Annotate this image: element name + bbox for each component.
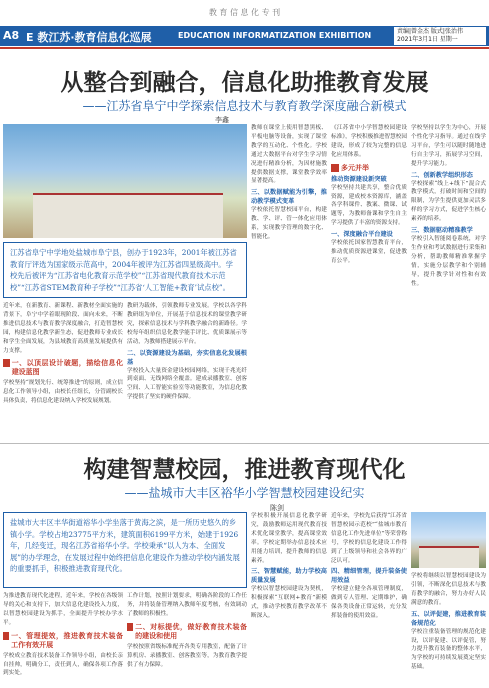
article1-photo (3, 124, 247, 238)
body-text: 学校以智慧校园建设为契机，积极探索“互联网+教育”新模式，推动学校教育教学改革不断深入。 (251, 586, 327, 620)
body-text: 学校引入智能阅卷系统，对学生作业和考试数据进行采集和分析，帮助教师精准掌握学情，实施分层教学和个别辅导，提升教学针对性和有效性。 (411, 236, 486, 287)
body-text: 学校成立教育技术装备工作领导小组，由校长亲自挂帅，明确分工，责任到人，确保各项工作落到实处。 (3, 652, 123, 677)
section-english: EDUCATION INFORMATIZATION EXHIBITION (178, 31, 372, 40)
section-heading: 二、以资源建设为基础，夯实信息化发展根基 (127, 349, 247, 366)
article-divider (0, 443, 489, 444)
article1-author: 李鑫 (215, 116, 229, 124)
section-heading: 一、以顶层设计破题，描绘信息化建设蓝图 (11, 358, 123, 377)
heading-marker (3, 359, 10, 367)
editor-info: 责编|曾金杰 版式|张治伟 (397, 28, 463, 35)
issue-info (394, 27, 486, 45)
body-text: 学校探索“线上+线下”混合式教学模式，打破时间和空间的限制，为学生提供更加灵活多样的学习方式，促进学生核心素养的培养。 (411, 180, 486, 223)
section-heading: 推动资源建设新突破 (331, 175, 387, 183)
heading-marker (127, 623, 133, 631)
school-building-shape (419, 546, 479, 568)
article1-col2 (127, 302, 247, 438)
article2-subtitle: ——盐城市大丰区裕华小学智慧校园建设纪实 (124, 486, 365, 500)
issue-date: 2021年3月1日 星期一 (397, 36, 458, 43)
body-text: 学校坚持“规划先行、统筹推进”的原则，成立信息化工作领导小组，由校长任组长，分管副校长具体负责，将信息化建设纳入学校发展规划。 (3, 380, 123, 405)
section-heading: 二、对标提优，做好教育技术装备的建设和使用 (135, 621, 247, 640)
body-text: 《江苏省中小学智慧校园建设标准》，学校积极推进智慧校园建设，形成了较为完整的信息化应用体系。 (331, 125, 407, 158)
body-text: 为推进教育现代化进程，近年来，学校在各级领导的关心和支持下，加大信息化建设投入力度，以智慧校园建设为抓手，全面提升学校办学水平。 (3, 593, 123, 626)
article2-col5 (411, 572, 486, 685)
body-text: 学校依托国家智慧教育平台，推动优质资源进课堂，促进教育公平。 (331, 240, 407, 264)
article1-subtitle: ——江苏省阜宁中学探索信息技术与教育教学深度融合新模式 (82, 99, 407, 113)
body-text: 学校积极开展信息化教学研究，鼓励教师运用现代教育技术优化课堂教学，提高课堂效率。学校定期举办信息技术应用能力培训，提升教师的信息素养。 (251, 513, 327, 564)
section-heading: 一、深度融合平台建设 (331, 231, 393, 239)
page-number: A8 (3, 29, 20, 42)
school-building-shape (33, 193, 223, 238)
body-text: 学校注重装备管理的规范化建设，以评促建、以评促管，努力提升教育装备的整体水平，为学校的可持续发展奠定坚实基础。 (411, 628, 486, 671)
article1-col4 (331, 124, 407, 438)
article2-col1 (3, 592, 123, 685)
masthead (0, 0, 489, 24)
article2-col2 (127, 592, 247, 685)
section-heading: 三、智慧赋能，助力学校高质量发展 (251, 568, 327, 585)
article1-title: 从整合到融合，信息化助推教育发展 (60, 70, 429, 96)
header-rule (0, 47, 489, 49)
article2-author: 陈剑 (270, 504, 284, 512)
section-heading: 三、以数据赋能为引擎，推动教学模式变革 (251, 189, 327, 206)
section-heading: 五、以评促建，推进教育装备规范化 (411, 610, 486, 627)
body-text: 学校建立健全各项管理制度，做到专人管理、定期维护，确保各类设备正常运转，充分发挥装备的使用效益。 (331, 586, 407, 620)
article2-col4 (331, 512, 407, 685)
section-title: E 教江苏·教育信息化巡展 (26, 31, 152, 44)
section-heading: 多元并举 (341, 162, 369, 172)
article2-col3 (251, 512, 327, 685)
section-heading: 三、数据驱动精准教学 (411, 227, 473, 235)
body-text: 教研为载体，引领教师专业发展。学校以各学科教研组为单位，开展基于信息技术的课堂教学研究，探索信息技术与学科教学融合的新路径。学校每年组织信息化教学能手评比、优质课展示等活动，为教师搭建展示平台。 (127, 303, 247, 345)
body-text: 学校坚持以学生为中心，开展个性化学习指导。通过在线学习平台，学生可以随时随地进行自主学习，拓展学习空间，提升学习能力。 (411, 125, 486, 167)
section-heading: 二、创新教学组织形态 (411, 171, 473, 179)
body-text: 学校按照省级标准配齐各类专用教室，配备了计算机房、录播教室、创客教室等，为教育教学提供了有力保障。 (127, 643, 247, 668)
body-text: 学校坚持共建共享，整合优质资源，建成校本资源库，涵盖各学科课件、教案、微课、试题等，为教师备课和学生自主学习提供了丰富的资源支持。 (331, 184, 407, 227)
section-heading: 四、精细管理，提升装备使用效益 (331, 568, 407, 585)
heading-marker (3, 632, 9, 640)
article1-col3 (251, 124, 327, 438)
article1-col1 (3, 302, 123, 438)
body-text: 教师在课堂上使用智慧黑板、平板电脑等设备，实现了课堂教学的互动化、个性化。学校通过大数据平台对学生学习情况进行精准分析，为因材施教提供数据支撑，课堂教学效率显著提高。 (251, 125, 327, 185)
body-text: 近年来，在新教育、新课程、新教材全面实施的背景下，阜宁中学着眼现阶段、面向未来，不断推进信息技术与教育教学深度融合，打造智慧校园，构建信息化教学新生态，促进教师专业成长和学生全面发展，为县域教育高质量发展提供有力支撑。 (3, 303, 123, 354)
article2-photo (411, 512, 486, 568)
body-text: 近年来，学校先后获得“江苏省智慧校园示范校”“盐城市教育信息化工作先进单位”等荣誉称号，学校的信息化建设工作得到了上级领导和社会各界的广泛认可。 (331, 513, 407, 564)
body-text: 学校投入大量资金建设校园网络，实现千兆光纤到桌面、无线网络全覆盖。建成录播教室、创客空间、人工智能实验室等功能教室，为信息化教学提供了坚实的硬件保障。 (127, 367, 247, 401)
masthead-text: 教 育 信 息 化 专 刊 (208, 7, 281, 17)
article1-lead: 江苏省阜宁中学地处盐城市阜宁县，创办于1923年，2001年被江苏省教育厅评选为国家级示范高中，2004年被评为江苏省四星级高中。学校先后被评为“江苏省电化教育示范学校”“江苏省现代教育技术示范校”“江苏省STEM教育种子学校”“江苏省‘人工智能+教育’试点校”。 (3, 242, 247, 298)
article2-title: 构建智慧校园，推进教育现代化 (83, 457, 406, 483)
article1-col5 (411, 124, 486, 438)
body-text: 工作计划，按照计划要求，明确各阶段的工作任务，并将装备管理纳入教师年度考核，有效调动了教师的积极性。 (127, 593, 247, 617)
heading-marker (331, 164, 339, 172)
body-text: 学校依托智慧校园平台，构建教、学、评、管一体化应用体系，实现教学管理的数字化、智能化。 (251, 207, 327, 241)
body-text: 学校将继续以智慧校园建设为引领，不断深化信息技术与教育教学的融合，努力办好人民满意的教育。 (411, 573, 486, 606)
section-heading: 一、管理提效，推进教育技术装备工作有效开展 (11, 630, 123, 649)
page-header (0, 26, 489, 46)
article2-lead: 盐城市大丰区丰华街道裕华小学坐落于黄海之滨，是一所历史悠久的乡镇小学。学校占地23775平方米，建筑面积6199平方米，始建于1926年，几经变迁，现名江苏省裕华小学。学校秉承“以人为本、全面发展”的办学理念，在发展过程中始终把信息化建设作为推动学校内涵发展的重要抓手，积极推进教育现代化。 (3, 512, 247, 588)
